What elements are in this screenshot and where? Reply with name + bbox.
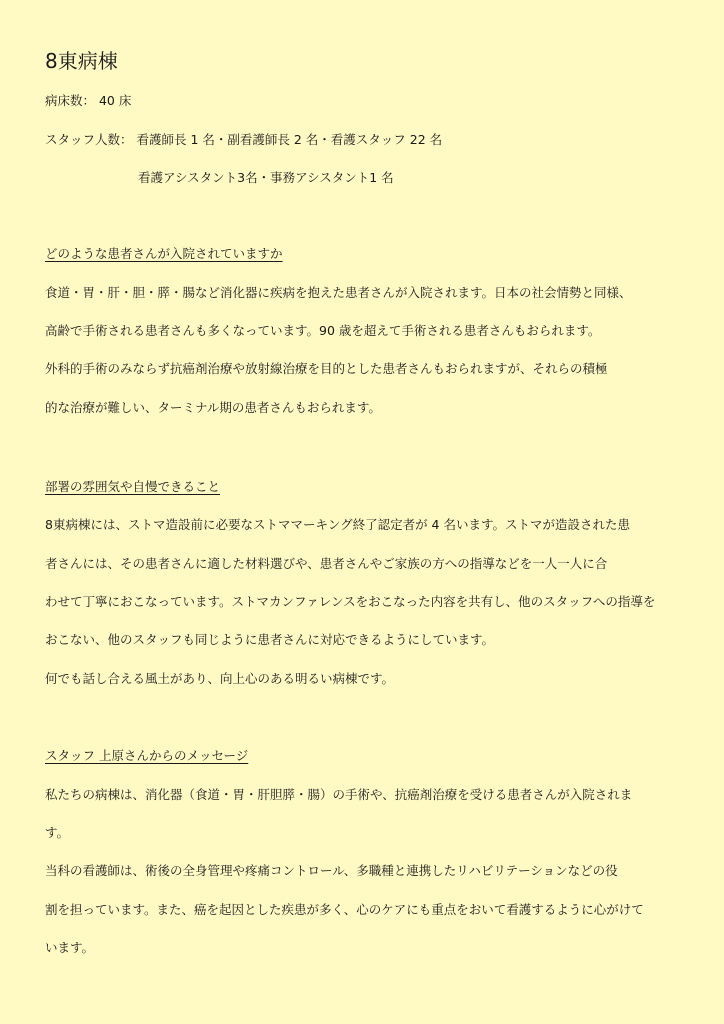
bed-count: 病床数： 40 床	[45, 93, 132, 108]
staff-count-line-2: 看護アシスタント3名・事務アシスタント1 名	[138, 170, 394, 185]
section2-line: わせて丁寧におこなっています。ストマカンファレンスをおこなった内容を共有し、他のスタッフへの指導を	[45, 594, 656, 609]
section3-line: 私たちの病棟は、消化器（食道・胃・肝胆膵・腸）の手術や、抗癌剤治療を受ける患者さんが入院されま	[45, 787, 633, 802]
section2-line: 8東病棟には、ストマ造設前に必要なストママーキング終了認定者が 4 名います。ストマが造設された患	[45, 517, 630, 532]
section2-line: 者さんには、その患者さんに適した材料選びや、患者さんやご家族の方への指導などを一人一人に合	[45, 556, 608, 571]
section1-line: 的な治療が難しい、ターミナル期の患者さんもおられます。	[45, 400, 381, 415]
page-title: 8東病棟	[45, 49, 118, 73]
section2-line: おこない、他のスタッフも同じように患者さんに対応できるようにしています。	[45, 632, 495, 647]
section1-line: 高齢で手術される患者さんも多くなっています。90 歳を超えて手術される患者さんもおられます。	[45, 323, 601, 338]
section1-line: 食道・胃・肝・胆・膵・腸など消化器に疾病を抱えた患者さんが入院されます。日本の社会情勢と同様、	[45, 285, 632, 300]
section3-line: います。	[45, 940, 95, 955]
section3-line: 当科の看護師は、術後の全身管理や疼痛コントロール、多職種と連携したリハビリテーションなどの役	[45, 863, 618, 878]
staff-count-line-1: スタッフ人数： 看護師長 1 名・副看護師長 2 名・看護スタッフ 22 名	[45, 132, 443, 147]
section-heading-patients: どのような患者さんが入院されていますか	[45, 246, 283, 261]
section3-line: す。	[45, 825, 70, 840]
section2-line: 何でも話し合える風土があり、向上心のある明るい病棟です。	[45, 671, 395, 686]
section-heading-atmosphere: 部署の雰囲気や自慢できること	[45, 479, 221, 494]
section-heading-staff-message: スタッフ 上原さんからのメッセージ	[45, 748, 249, 763]
section1-line: 外科的手術のみならず抗癌剤治療や放射線治療を目的とした患者さんもおられますが、それらの積極	[45, 361, 608, 376]
section3-line: 割を担っています。また、癌を起因とした疾患が多く、心のケアにも重点をおいて看護するように心がけて	[45, 902, 644, 917]
